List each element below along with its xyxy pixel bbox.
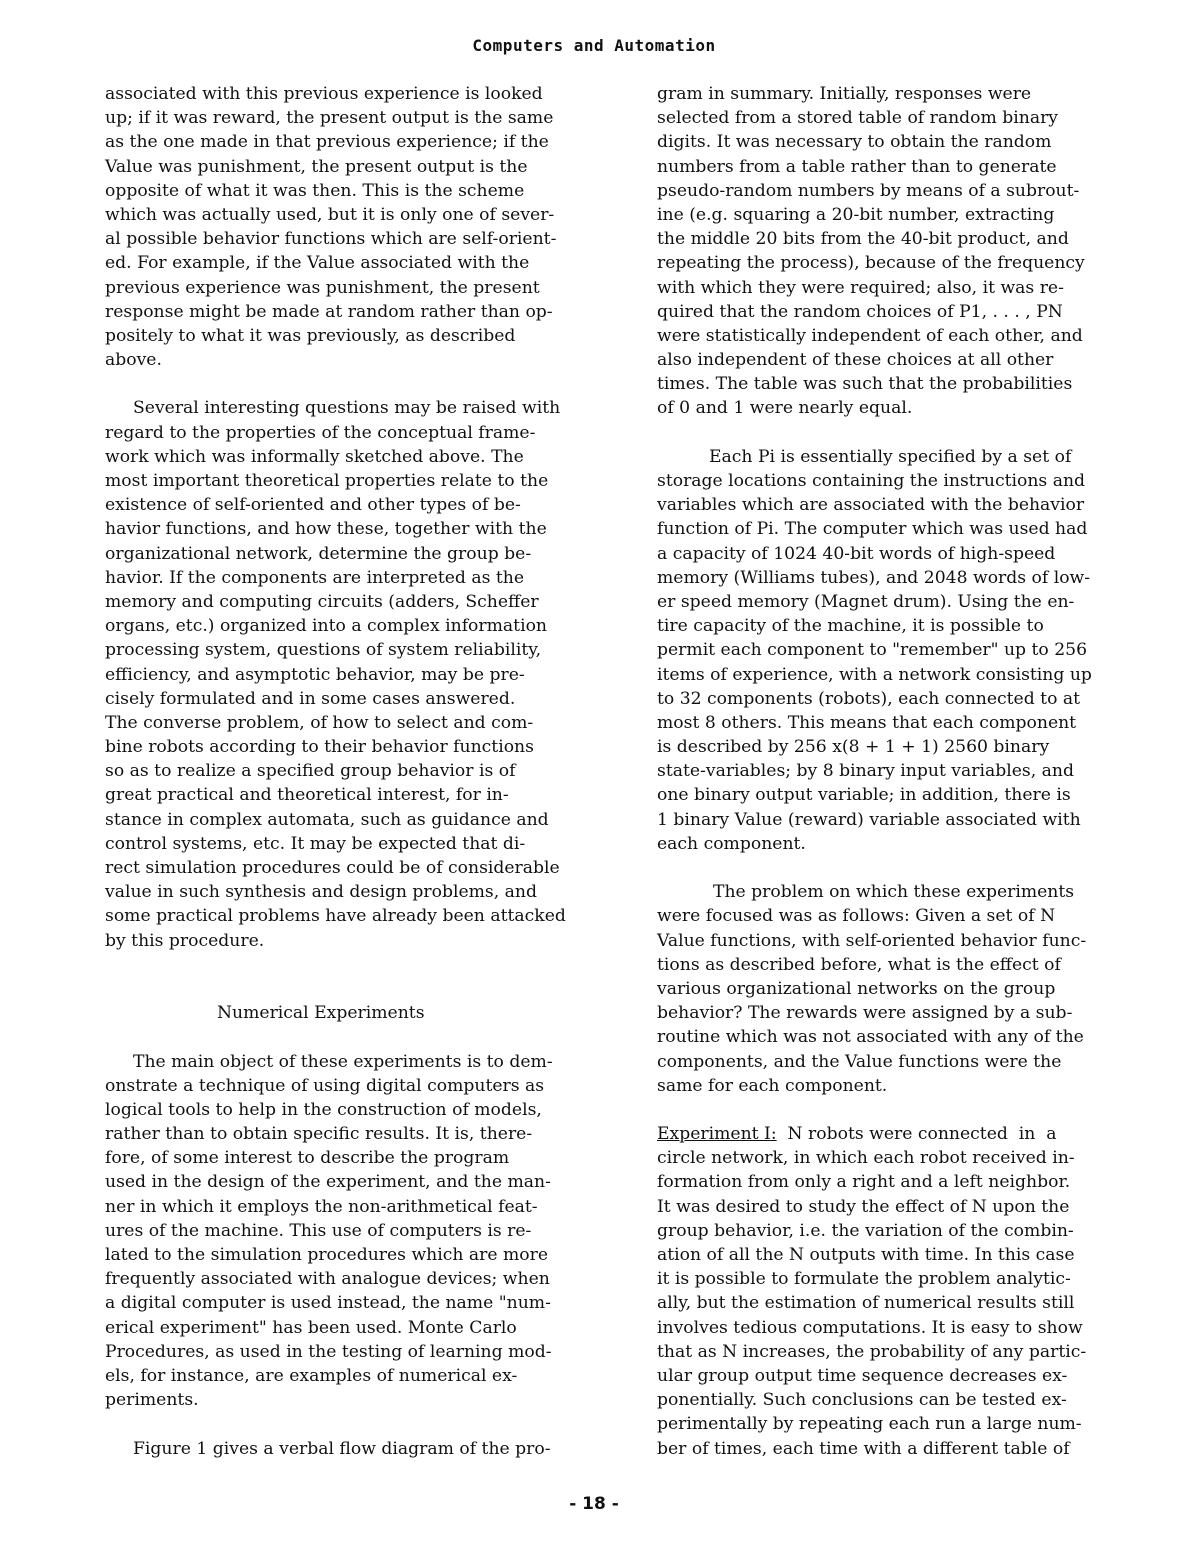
text-line: havior. If the components are interpreted as the [105,567,525,588]
text-line: cisely formulated and in some cases answered. [105,688,516,709]
text-line: of 0 and 1 were nearly equal. [657,398,913,419]
text-line: erical experiment" has been used. Monte Carlo [105,1317,517,1338]
text-line: by this procedure. [105,930,265,951]
text-line: ponentially. Such conclusions can be tested ex- [657,1390,1067,1411]
text-line: frequently associated with analogue devices; when [105,1269,550,1290]
text-line: components, and the Value functions were the [657,1051,1062,1072]
text-line: opposite of what it was then. This is the scheme [105,180,525,201]
text-line: rect simulation procedures could be of considerable [105,858,560,878]
text-line: used in the design of the experiment, and the man- [105,1172,551,1193]
text-line: each component. [657,833,806,854]
text-line: behavior? The rewards were assigned by a sub- [657,1003,1073,1024]
text-line: digits. It was necessary to obtain the random [657,132,1052,153]
text-line: perimentally by repeating each run a large num- [657,1414,1082,1435]
text-line: it is possible to formulate the problem analytic- [657,1269,1071,1290]
text-line: It was desired to study the effect of N upon the [657,1196,1070,1217]
text-line: ber of times, each time with a different table of [657,1438,1070,1459]
text-line: work which was informally sketched above. The [105,446,524,467]
text-span: N robots were connected in a [776,1124,1057,1145]
text-line: 1 binary Value (reward) variable associated with [657,809,1081,830]
text-line: ally, but the estimation of numerical results still [657,1293,1075,1314]
text-line: positely to what it was previously, as described [105,325,516,346]
text-line: Each Pi is essentially specified by a set of [709,446,1072,467]
text-line: ular group output time sequence decreases ex- [657,1365,1068,1386]
text-line: great practical and theoretical interest, for in- [105,785,509,806]
text-line: ures of the machine. This use of computers is re- [105,1220,532,1241]
text-line: quired that the random choices of P1, . . . , PN [657,301,1063,322]
text-line: ner in which it employs the non-arithmetical feat- [105,1196,538,1217]
text-line: most important theoretical properties relate to the [105,471,549,491]
text-line: efficiency, and asymptotic behavior, may be pre- [105,664,525,685]
text-line: ed. For example, if the Value associated with the [105,253,530,274]
text-line: the middle 20 bits from the 40-bit product, and [657,229,1069,250]
text-line: els, for instance, are examples of numerical ex- [105,1365,518,1386]
text-line: group behavior, i.e. the variation of the combin- [657,1220,1074,1241]
text-line: is described by 256 x(8 + 1 + 1) 2560 binary [657,737,1050,758]
text-line: were focused was as follows: Given a set of N [657,906,1056,927]
text-line: items of experience, with a network consisting up [657,664,1092,685]
paragraph [105,396,605,952]
text-line: formation from only a right and a left neighbor. [657,1172,1071,1193]
text-line: as the one made in that previous experience; if the [105,132,549,153]
text-line: Figure 1 gives a verbal flow diagram of the pro- [133,1438,551,1459]
text-line: repeating the process), because of the frequency [657,253,1085,274]
paragraph [657,1122,1129,1461]
text-line: state-variables; by 8 binary input variables, and [657,761,1074,782]
text-line: involves tedious computations. It is easy to show [657,1317,1083,1338]
text-line: stance in complex automata, such as guidance and [105,809,549,830]
text-line: ation of all the N outputs with time. In this case [657,1245,1075,1265]
right-column [657,82,1129,1461]
running-header: Computers and Automation [472,36,716,55]
text-line: function of Pi. The computer which was used had [657,519,1088,540]
text-line: organizational network, determine the group be- [105,543,532,564]
text-line: havior functions, and how these, together with the [105,519,547,540]
text-line: times. The table was such that the probabilities [657,374,1073,395]
paragraph [657,445,1129,856]
text-line: previous experience was punishment, the present [105,277,540,298]
text-line: organs, etc.) organized into a complex information [105,616,547,637]
text-line: logical tools to help in the construction of models, [105,1099,542,1120]
text-line: same for each component. [657,1075,888,1096]
text-line: variables which are associated with the behavior [657,495,1085,516]
text-line: also independent of these choices at all other [657,350,1054,371]
text-line: some practical problems have already been attacked [105,906,566,927]
paragraph [105,1437,605,1461]
text-line: er speed memory (Magnet drum). Using the en- [657,591,1075,612]
text-line: al possible behavior functions which are self-orient- [105,229,557,250]
text-line: with which they were required; also, it was re- [657,277,1064,298]
page-number: - 18 - [569,1494,619,1514]
text-line: permit each component to "remember" up to 256 [657,640,1088,661]
text-line: rather than to obtain specific results. It is, there- [105,1124,533,1145]
text-line: selected from a stored table of random binary [657,108,1059,129]
text-line: so as to realize a specified group behavior is of [105,761,516,782]
text-line: circle network, in which each robot received in- [657,1148,1075,1169]
text-line: routine which was not associated with any of the [657,1027,1084,1048]
text-line [657,1122,1129,1146]
section-heading: Numerical Experiments [217,1003,425,1024]
text-line: which was actually used, but it is only one of sever- [105,204,555,225]
text-line: The converse problem, of how to select and com- [105,712,534,733]
text-line: memory (Williams tubes), and 2048 words of low- [657,567,1091,588]
text-line: gram in summary. Initially, responses were [657,84,1032,104]
text-line: numbers from a table rather than to generate [657,156,1057,177]
text-line: control systems, etc. It may be expected that di- [105,833,526,854]
text-line: value in such synthesis and design problems, and [105,882,537,903]
text-line: tions as described before, what is the effect of [657,954,1061,975]
text-line: regard to the properties of the conceptual frame- [105,422,536,443]
text-line: memory and computing circuits (adders, Scheffer [105,591,539,612]
text-line: were statistically independent of each other, and [657,325,1083,346]
text-line: most 8 others. This means that each component [657,712,1077,733]
text-line: periments. [105,1390,199,1411]
text-line: response might be made at random rather than op- [105,301,553,322]
text-line: up; if it was reward, the present output is the same [105,108,554,129]
text-line: processing system, questions of system reliability, [105,640,542,661]
paragraph [657,82,1129,421]
left-column [105,82,605,1461]
text-line: Value was punishment, the present output is the [105,156,528,177]
paragraph [657,880,1129,1098]
experiment-label: Experiment I: [657,1124,777,1145]
text-line: fore, of some interest to describe the program [105,1148,510,1169]
text-line: storage locations containing the instructions and [657,471,1086,491]
text-line: a digital computer is used instead, the name "num- [105,1293,551,1314]
text-line: above. [105,350,162,371]
text-line: pseudo-random numbers by means of a subrout- [657,180,1080,201]
text-line: bine robots according to their behavior functions [105,737,534,758]
text-line: The problem on which these experiments [713,882,1075,903]
text-line: lated to the simulation procedures which are more [105,1245,549,1265]
text-line: a capacity of 1024 40-bit words of high-speed [657,543,1056,564]
text-line: associated with this previous experience is looked [105,84,543,104]
text-line: tire capacity of the machine, it is possible to [657,616,1044,637]
paragraph [105,82,605,372]
text-line: onstrate a technique of using digital computers as [105,1075,545,1096]
text-line: that as N increases, the probability of any partic- [657,1341,1087,1362]
text-line: existence of self-oriented and other types of be- [105,495,521,516]
paragraph [105,1050,605,1413]
text-line: Value functions, with self-oriented behavior func- [657,930,1087,951]
text-line: Procedures, as used in the testing of learning mod- [105,1341,552,1362]
text-line: The main object of these experiments is to dem- [133,1051,553,1072]
text-line: ine (e.g. squaring a 20-bit number, extracting [657,204,1055,225]
text-line: to 32 components (robots), each connected to at [657,688,1081,709]
text-line: one binary output variable; in addition, there is [657,785,1071,806]
text-line: various organizational networks on the group [657,978,1056,999]
text-line: Several interesting questions may be raised with [133,398,561,419]
